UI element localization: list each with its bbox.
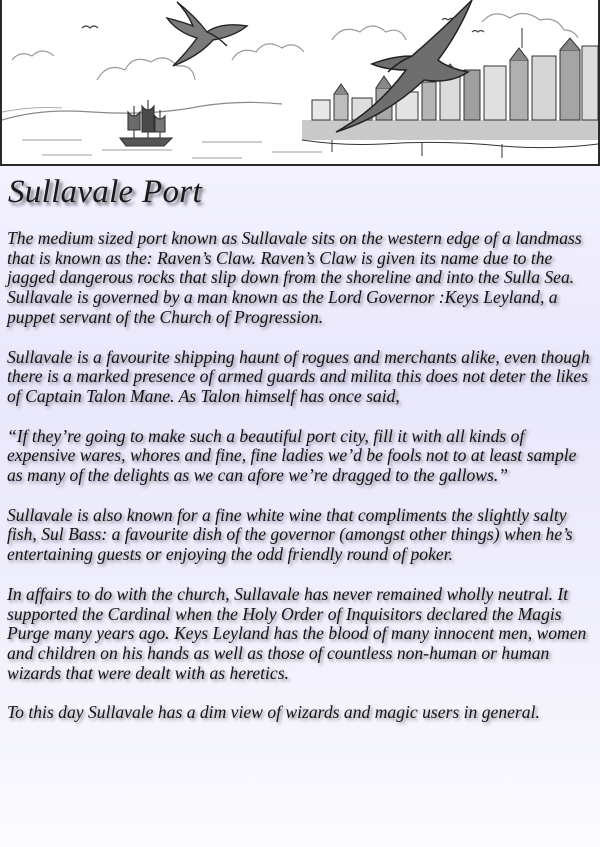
port-illustration xyxy=(0,0,600,166)
town xyxy=(302,28,598,158)
paragraph-location: The medium sized port known as Sullavale sits on the western edge of a landmass that is known as the: Raven’s Claw. Raven’s Claw is given its name due to the jagged dangerous rocks that slip down from the shoreline and into the Sulla Sea. Sullavale is governed by a man known as the Lord Governor :Keys Leyland, a puppet servant of the Church of Progression. xyxy=(7,228,582,327)
paragraph-wizards: To this day Sullavale has a dim view of wizards and magic users in general. xyxy=(7,702,540,723)
port-sketch-image xyxy=(2,0,598,164)
article-body xyxy=(7,229,595,743)
paragraph-wine: Sullavale is also known for a fine white wine that compliments the slightly salty fish, Sul Bass: a favourite dish of the governor (amongst other things) when he’s entertaining guests or enjoying the odd friendly round of poker. xyxy=(7,504,573,565)
paragraph-church: In affairs to do with the church, Sullavale has never remained wholly neutral. It supported the Cardinal when the Holy Order of Inquisitors declared the Magis Purge many years ago. Keys Leyland has the blood of many innocent men, women and children on his hands as well as those of countless non-human or human wizards that were dealt with as heretics. xyxy=(7,583,587,683)
paragraph-talon-quote: “If they’re going to make such a beautiful port city, fill it with all kinds of expensive wares, whores and fine, fine ladies we’d be fools not to at least sample as many of the delights as we can afore we’re dragged to the gallows.” xyxy=(7,425,577,486)
distant-birds xyxy=(82,19,484,33)
water-lines xyxy=(22,140,322,158)
page-title: Sullavale Port xyxy=(8,174,202,210)
ship xyxy=(120,100,172,146)
paragraph-rogues-merchants: Sullavale is a favourite shipping haunt of rogues and merchants alike, even though there is a marked presence of armed guards and milita this does not deter the likes of Captain Talon Mane. As Talon himself has once said, xyxy=(7,346,590,406)
